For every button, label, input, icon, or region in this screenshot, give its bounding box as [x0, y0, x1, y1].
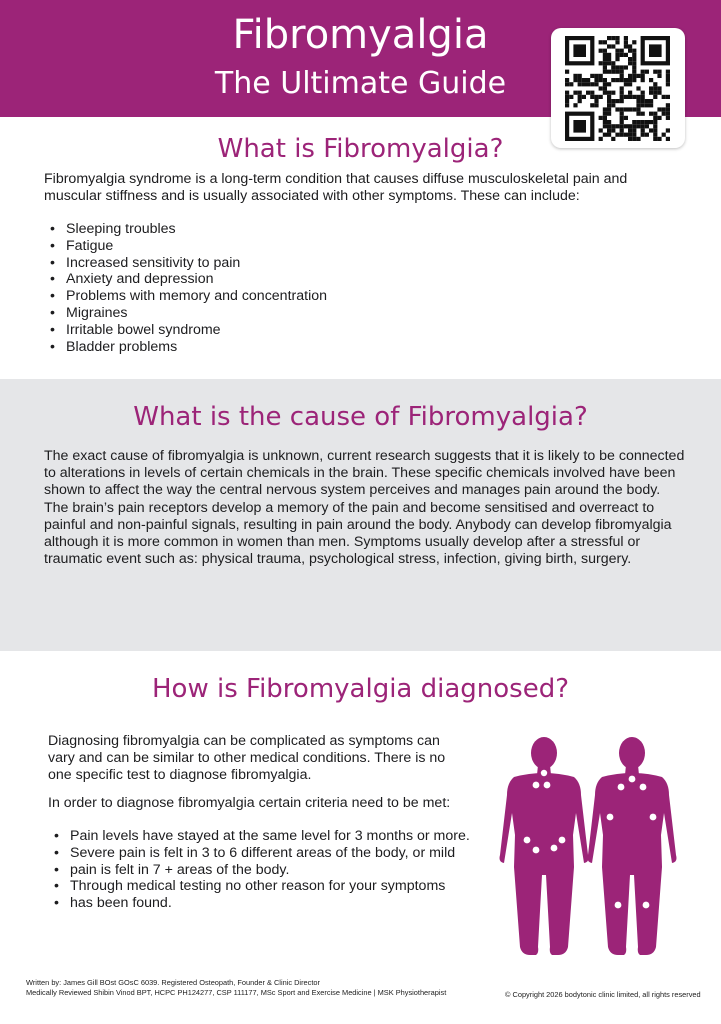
list-item: • has been found. — [48, 895, 508, 912]
cause-paragraph — [44, 448, 694, 568]
section-title-diagnosis: How is Fibromyalgia diagnosed? — [151, 674, 570, 704]
cause-line: although it is more common in women than men. Symptoms usually develop after a stressful or — [44, 534, 641, 551]
list-item: • Severe pain is felt in 3 to 6 different areas of the body, or mild — [48, 845, 508, 862]
diagnosis-paragraph — [48, 733, 488, 785]
what-is-paragraph — [44, 171, 684, 205]
list-item: • pain is felt in 7 + areas of the body. — [48, 862, 508, 879]
cause-line: The exact cause of fibromyalgia is unknown, current research suggests that it is likely to be connected — [44, 448, 685, 464]
list-item: • Increased sensitivity to pain — [44, 255, 444, 272]
page-title: Fibromyalgia — [232, 12, 489, 58]
list-item: • Problems with memory and concentration — [44, 288, 444, 305]
list-item: • Through medical testing no other reason for your symptoms — [48, 878, 508, 895]
footer-copyright: © Copyright 2026 bodytonic clinic limited, all rights reserved — [505, 990, 701, 999]
body-figures — [492, 735, 702, 960]
page-subtitle: The Ultimate Guide — [214, 66, 507, 101]
footer-author: Written by: James Gill BOst GOsC 6039. Registered Osteopath, Founder & Clinic Director — [26, 978, 320, 987]
what-is-line: muscular stiffness and is usually associated with other symptoms. These can include: — [44, 188, 580, 205]
symptoms-list — [44, 221, 444, 355]
diagnosis-line: vary and can be similar to other medical conditions. There is no — [48, 750, 446, 767]
list-item: • Migraines — [44, 305, 444, 322]
cause-line: traumatic event such as: physical trauma, psychological stress, infection, giving birth, surgery. — [44, 551, 632, 568]
cause-line: painful and non-painful signals, resulting in pain around the body. Anybody can develop fibromyalgia — [44, 516, 672, 533]
list-item: • Anxiety and depression — [44, 271, 444, 288]
qr-code-card[interactable] — [551, 28, 685, 148]
section-title-what-is: What is Fibromyalgia? — [217, 134, 504, 164]
diagnosis-line: one specific test to diagnose fibromyalgia. — [48, 767, 312, 784]
footer-reviewer: Medically Reviewed Shibin Vinod BPT, HCPC PH124277, CSP 111177, MSc Sport and Exercise Medicine | MSK Physiotherapist — [26, 988, 447, 997]
criteria-list — [48, 828, 508, 912]
footer-credits — [26, 978, 486, 998]
criteria-intro: In order to diagnose fibromyalgia certain criteria need to be met: — [48, 795, 451, 811]
cause-line: shown to affect the way the central nervous system perceives and manages pain around the body. — [44, 482, 661, 499]
list-item: • Sleeping troubles — [44, 221, 444, 238]
cause-line: to alterations in levels of certain chemicals in the brain. These specific chemicals involved have been — [44, 465, 676, 482]
qr-code-icon — [563, 34, 673, 142]
list-item: • Bladder problems — [44, 339, 444, 356]
body-back-icon — [588, 737, 677, 955]
list-item: • Pain levels have stayed at the same level for 3 months or more. — [48, 828, 508, 845]
body-front-icon — [500, 737, 589, 955]
cause-line: The brain’s pain receptors develop a memory of the pain and become sensitised and overreact to — [44, 499, 655, 516]
section-title-cause: What is the cause of Fibromyalgia? — [133, 402, 588, 432]
list-item: • Irritable bowel syndrome — [44, 322, 444, 339]
diagnosis-line: Diagnosing fibromyalgia can be complicated as symptoms can — [48, 733, 440, 749]
list-item: • Fatigue — [44, 238, 444, 255]
what-is-line: Fibromyalgia syndrome is a long-term condition that causes diffuse musculoskeletal pain and — [44, 171, 628, 187]
